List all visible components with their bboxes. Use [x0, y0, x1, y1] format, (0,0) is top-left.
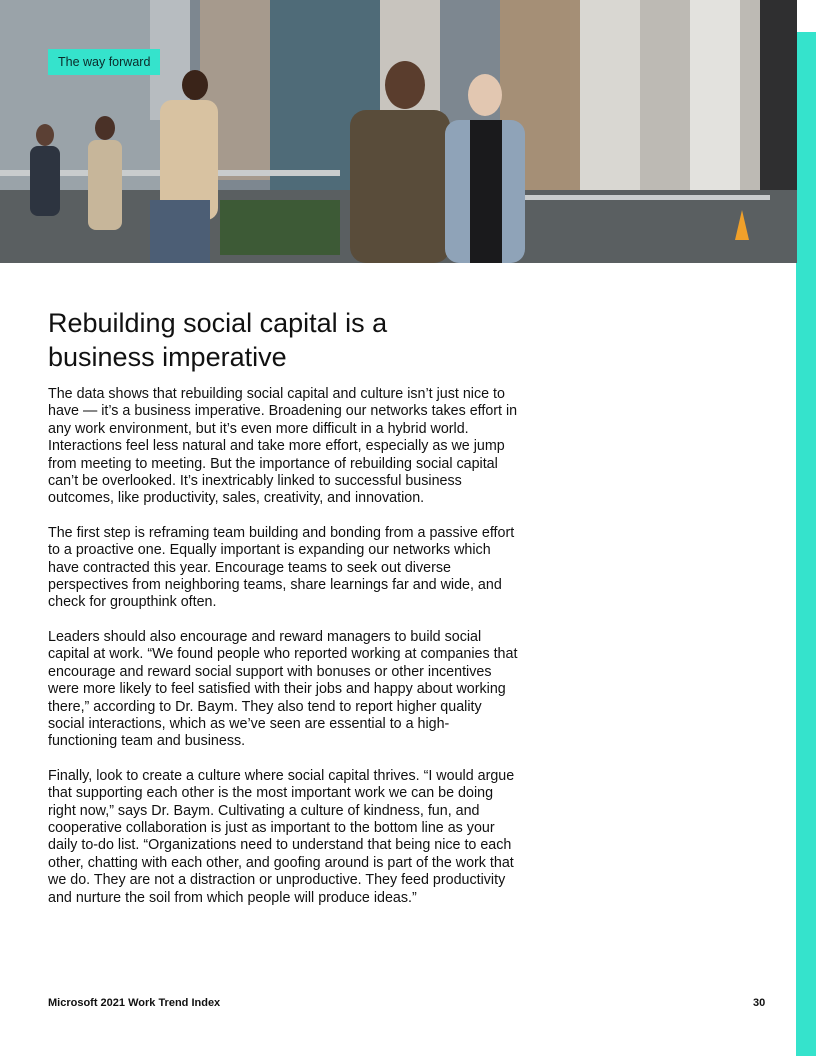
page-number: 30 — [753, 997, 766, 1009]
hero-photo-illustration — [0, 0, 797, 263]
page-title: Rebuilding social capital is a business imperative — [48, 308, 388, 372]
paragraph: The data shows that rebuilding social capital and culture isn’t just nice to have — it’s a business imperative. Broadening our networks takes effort in any work environment, but it’s even more difficult in a hybrid world. Interactions feel less natural and take more effort, especially as we jump from meeting to meeting. But the importance of rebuilding social capital can’t be overlooked. It’s inextricably linked to successful business outcomes, like productivity, sales, creativity, and innovation. — [48, 386, 518, 507]
footer-publication: Microsoft 2021 Work Trend Index — [48, 997, 221, 1009]
section-tag: The way forward — [48, 49, 160, 75]
accent-side-bar — [796, 32, 816, 1056]
paragraph: Leaders should also encourage and reward managers to build social capital at work. “We found people who reported working at companies that encourage and reward social support with bonuses or other incentives were more likely to feel satisfied with their jobs and happy about working there,” according to Dr. Baym. They also tend to report higher quality social interactions, which as we’ve seen are essential to a high-functioning team and business. — [48, 628, 518, 750]
paragraph: The first step is reframing team building and bonding from a passive effort to a proactive one. Equally important is expanding our networks which have contracted this year. Encourage teams to seek out diverse perspectives from neighboring teams, share learnings far and wide, and check for groupthink often. — [48, 524, 515, 611]
hero-photo — [0, 0, 797, 263]
article-body — [48, 386, 518, 924]
paragraph: Finally, look to create a culture where social capital thrives. “I would argue that supporting each other is the most important work we can be doing right now,” says Dr. Baym. Cultivating a culture of kindness, fun, and cooperative collaboration is just as important to the bottom line as your daily to-do list. “Organizations need to understand that being nice to each other, chatting with each other, and goofing around is part of the work that we do. They are not a distraction or unproductive. They feed productivity and nurture the soil from which people will produce ideas.” — [48, 767, 515, 906]
